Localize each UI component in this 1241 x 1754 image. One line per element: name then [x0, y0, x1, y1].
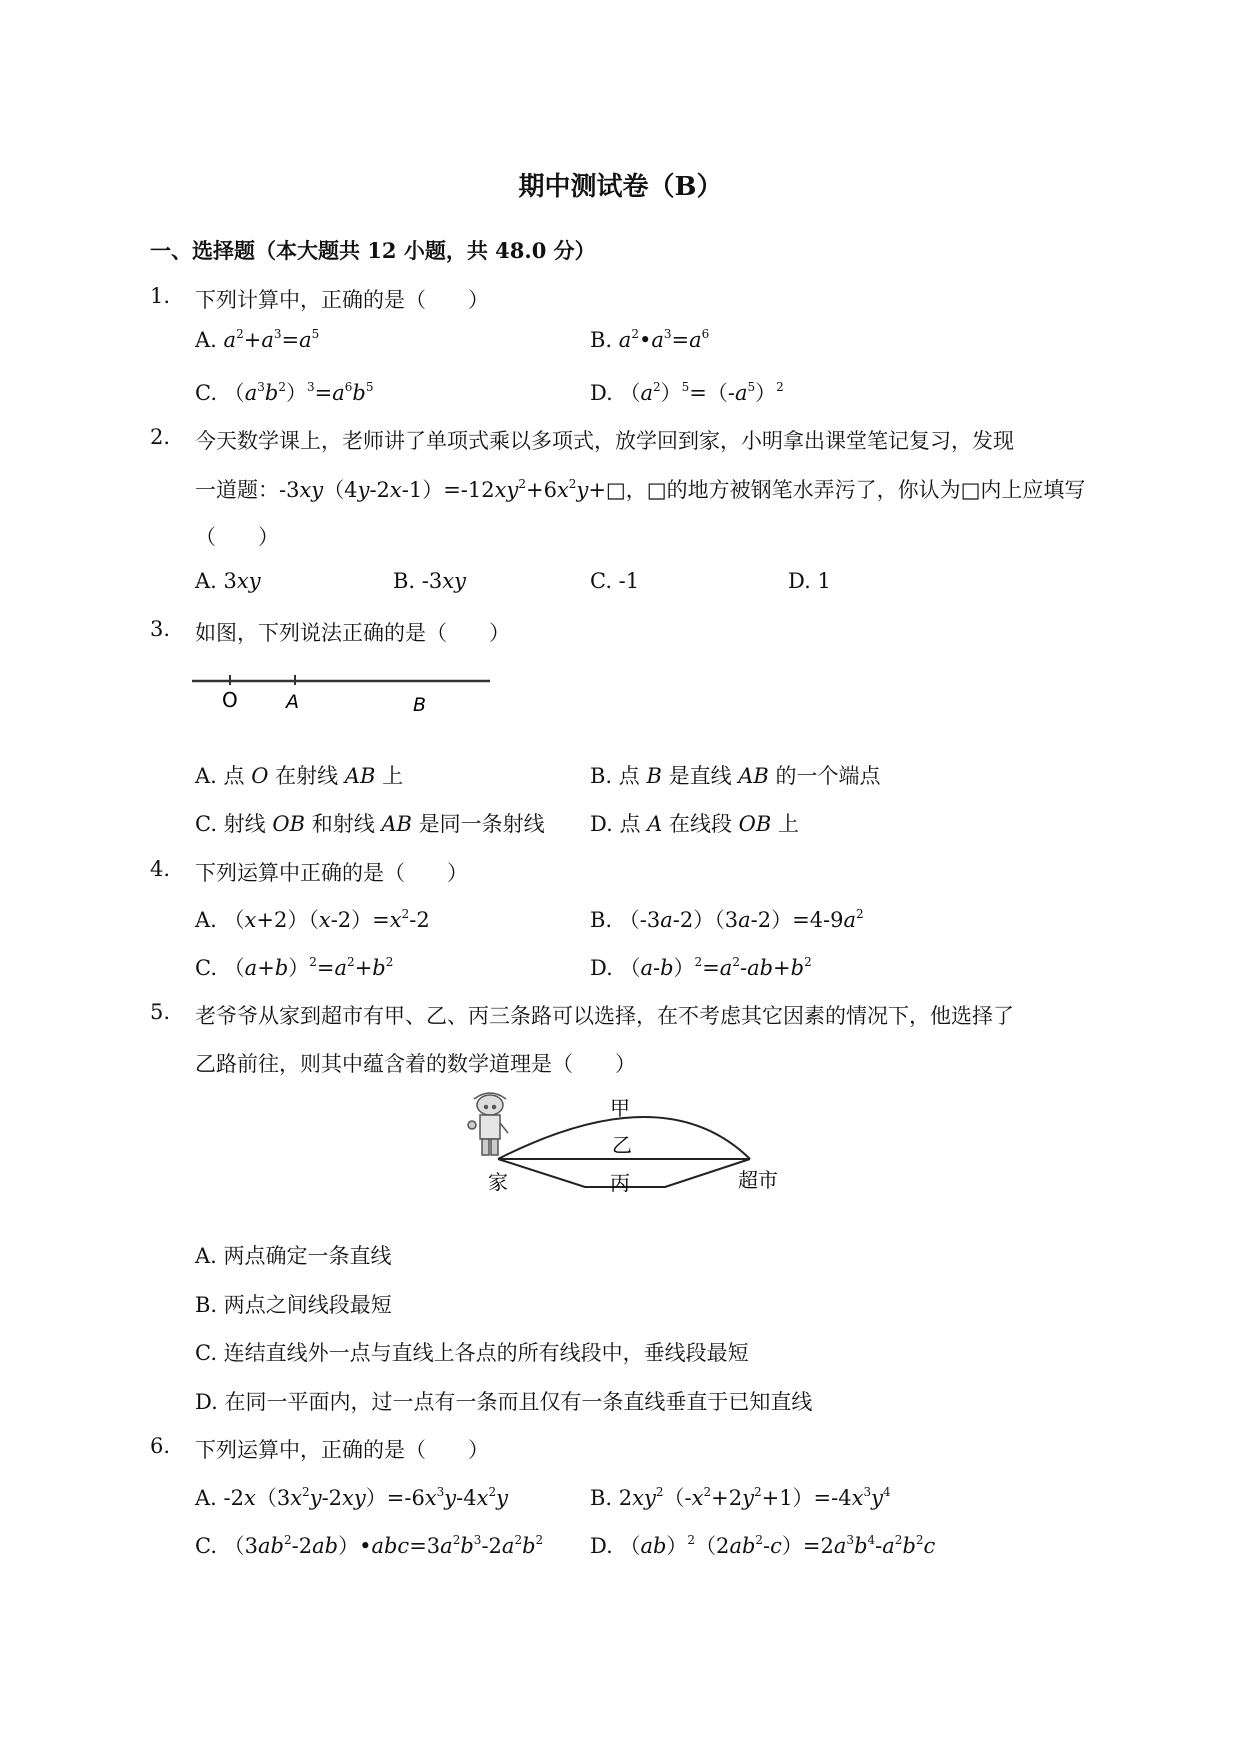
- option-b: B. $2xy^2(-x^2+2y^2+1)=-4x^3y^4$: [590, 1485, 891, 1510]
- option-b: B. 两点之间线段最短: [195, 1293, 392, 1317]
- option-a: A. $(x+2)(x-2)=x^2-2$: [195, 907, 430, 932]
- label-o: O: [222, 688, 238, 712]
- label-bing: 丙: [610, 1171, 630, 1195]
- option-d: D. 1: [788, 569, 831, 593]
- option-d: D. $(a^2)^5=(-a^5)^2$: [590, 380, 784, 405]
- option-c: C. $(a^3b^2)^3=a^6b^5$: [195, 380, 374, 405]
- question-stem: 如图，下列说法正确的是（ ）: [195, 621, 510, 645]
- option-d: D. 点 A 在线段 OB 上: [590, 812, 799, 836]
- question-stem-line: （ ）: [195, 525, 279, 549]
- ray-figure: [190, 665, 500, 715]
- question-number: 2.: [150, 425, 171, 449]
- label-market: 超市: [738, 1168, 778, 1192]
- old-man-icon: [468, 1093, 508, 1155]
- label-b: B: [413, 694, 427, 715]
- section-heading: 一、选择题（本大题共 12 小题，共 48.0 分）: [150, 238, 596, 263]
- question-number: 1.: [150, 284, 171, 308]
- route-figure: [460, 1085, 800, 1195]
- question-stem: 下列运算中，正确的是（ ）: [195, 1438, 489, 1462]
- option-b: B. 点 B 是直线 AB 的一个端点: [590, 764, 881, 788]
- page-title: 期中测试卷（B）: [518, 172, 723, 202]
- question-stem-line: 今天数学课上，老师讲了单项式乘以多项式，放学回到家，小明拿出课堂笔记复习，发现: [195, 429, 1014, 453]
- option-b: B. $(-3a-2)(3a-2)=4-9a^2$: [590, 907, 864, 932]
- option-a: A. 两点确定一条直线: [195, 1244, 392, 1268]
- question-number: 6.: [150, 1434, 171, 1458]
- option-d: D. $(ab)^2(2ab^2-c)=2a^3b^4-a^2b^2c$: [590, 1533, 936, 1558]
- option-a: A. 点 O 在射线 AB 上: [195, 764, 404, 788]
- question-stem-line: 老爷爷从家到超市有甲、乙、丙三条路可以选择，在不考虑其它因素的情况下，他选择了: [195, 1004, 1014, 1028]
- label-a: A: [286, 691, 299, 713]
- option-c: C. $(a+b)^2=a^2+b^2$: [195, 955, 394, 980]
- label-yi: 乙: [612, 1133, 632, 1157]
- question-stem: 下列运算中正确的是（ ）: [195, 861, 468, 885]
- question-stem: 下列计算中，正确的是（ ）: [195, 288, 489, 312]
- option-d: D. 在同一平面内，过一点有一条而且仅有一条直线垂直于已知直线: [195, 1390, 813, 1414]
- question-stem-line: 一道题：$-3xy(4y-2x-1)=-12xy^2+6x^2y+□$，□的地方被钢笔水弄污了，你认为□内上应填写: [195, 477, 1086, 502]
- option-c: C. $(3ab^2-2ab)•abc=3a^2b^3-2a^2b^2$: [195, 1533, 544, 1558]
- option-d: D. $(a-b)^2=a^2-ab+b^2$: [590, 955, 812, 980]
- option-c: C. 连结直线外一点与直线上各点的所有线段中，垂线段最短: [195, 1341, 749, 1365]
- label-jia: 甲: [610, 1096, 630, 1120]
- question-stem-line: 乙路前往，则其中蕴含着的数学道理是（ ）: [195, 1052, 636, 1076]
- label-home: 家: [488, 1170, 508, 1194]
- question-number: 4.: [150, 857, 171, 881]
- option-b: B. -3xy: [393, 569, 466, 593]
- option-a: A. $-2x(3x^2y-2xy)=-6x^3y-4x^2y$: [195, 1485, 508, 1510]
- option-b: B. $a^2•a^3=a^6$: [590, 327, 710, 352]
- question-number: 5.: [150, 1000, 171, 1024]
- option-c: C. 射线 OB 和射线 AB 是同一条射线: [195, 812, 545, 836]
- option-a: A. $a^2+a^3=a^5$: [195, 327, 320, 352]
- question-number: 3.: [150, 617, 171, 641]
- option-c: C. -1: [590, 569, 640, 593]
- option-a: A. 3xy: [195, 569, 261, 593]
